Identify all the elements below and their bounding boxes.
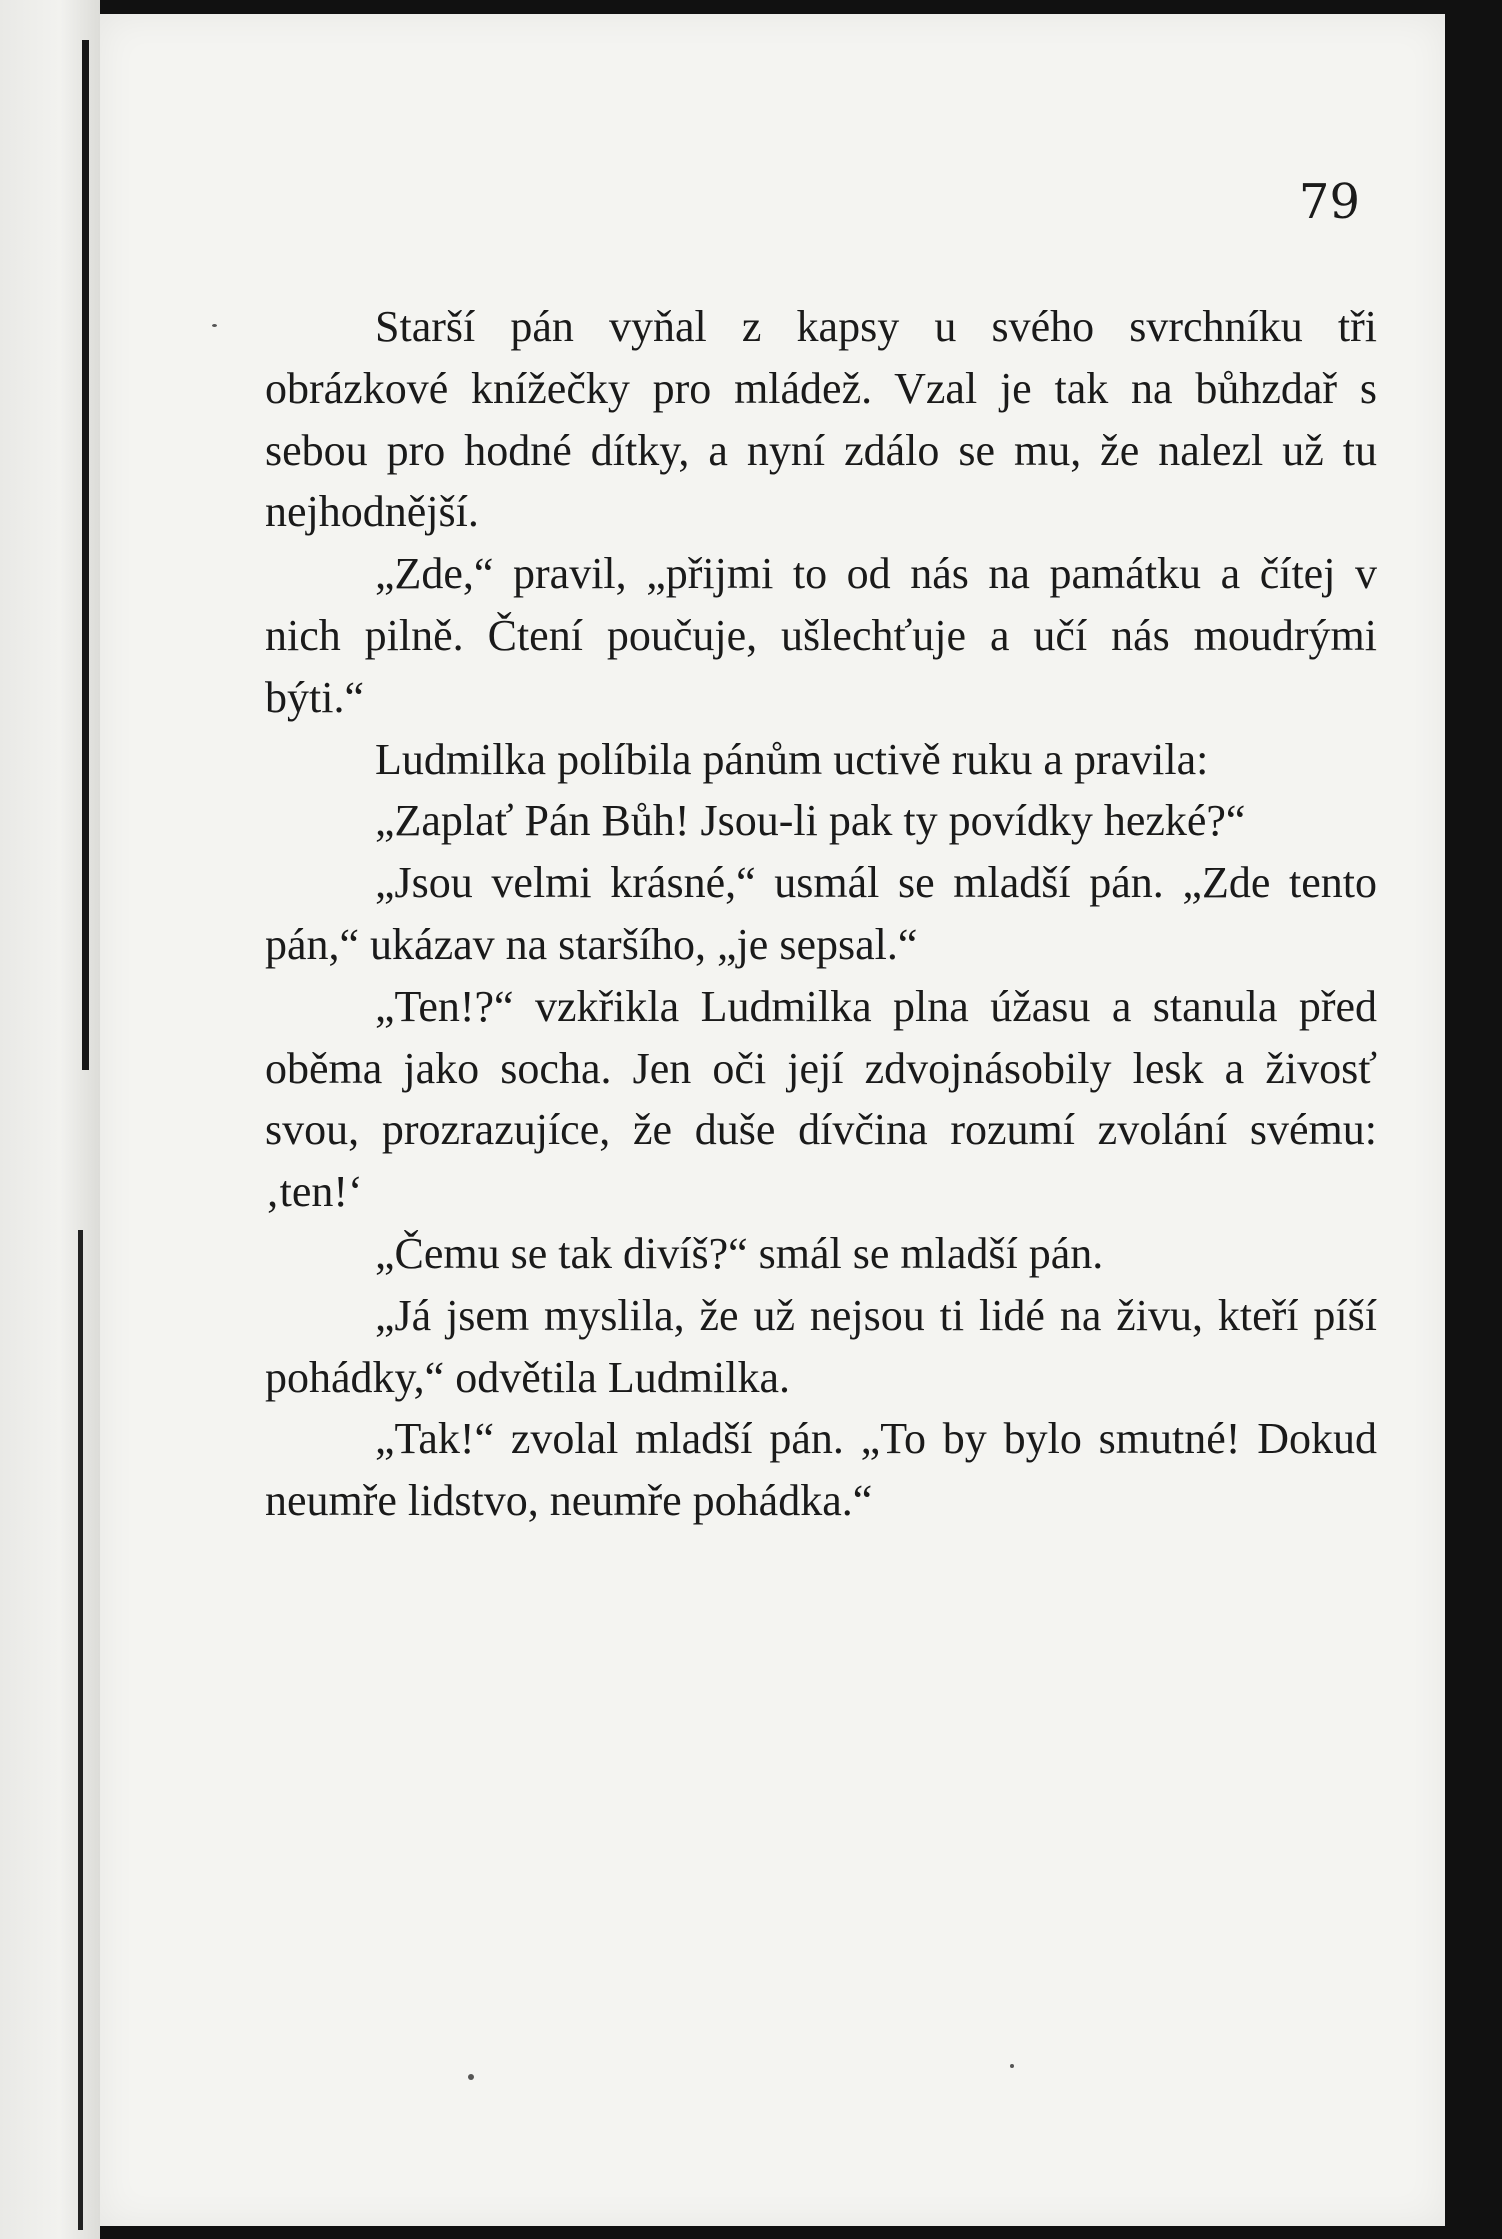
binding-shadow xyxy=(82,40,89,1070)
book-page xyxy=(100,14,1445,2226)
paragraph-7: „Čemu se tak divíš?“ smál se mladší pán. xyxy=(375,1228,1104,1278)
scan-speck xyxy=(468,2074,474,2080)
scan-speck xyxy=(1010,2064,1014,2068)
binding-shadow-lower xyxy=(78,1230,83,2230)
paragraph-4: „Zaplať Pán Bůh! Jsou-li pak ty povídky hezké?“ xyxy=(375,796,1246,846)
paragraph-1: Starší pán vyňal z kapsy u svého svrchníku tři obrázkové knížečky pro mládež. Vzal je tak na bůhzdař s sebou pro hodné dítky, a nyní zdálo se mu, že nalezl už tu nejhodnější. xyxy=(265,302,1377,537)
paragraph-6: „Ten!?“ vzkřikla Ludmilka plna úžasu a stanula před oběma jako socha. Jen oči její zdvojnásobily lesk a živosť svou, prozrazujíce, že duše dívčina rozumí zvolání svému: ‚ten!‘ xyxy=(265,981,1377,1217)
paragraph-9: „Tak!“ zvolal mladší pán. „To by bylo smutné! Dokud neumře lidstvo, neumře pohádka.“ xyxy=(265,1414,1377,1526)
scan-speck xyxy=(212,324,217,327)
page-number: 79 xyxy=(1298,174,1360,230)
paragraph-3: Ludmilka políbila pánům uctivě ruku a pravila: xyxy=(375,734,1209,784)
paragraph-5: „Jsou velmi krásné,“ usmál se mladší pán. „Zde tento pán,“ ukázav na staršího, „je sepsal.“ xyxy=(265,858,1377,969)
page-text xyxy=(265,296,1377,1532)
paragraph-2: „Zde,“ pravil, „přijmi to od nás na památku a čítej v nich pilně. Čtení poučuje, ušlechťuje a učí nás moudrými býti.“ xyxy=(265,549,1377,722)
paragraph-8: „Já jsem myslila, že už nejsou ti lidé na živu, kteří píší pohádky,“ odvětila Ludmilka. xyxy=(265,1290,1377,1402)
